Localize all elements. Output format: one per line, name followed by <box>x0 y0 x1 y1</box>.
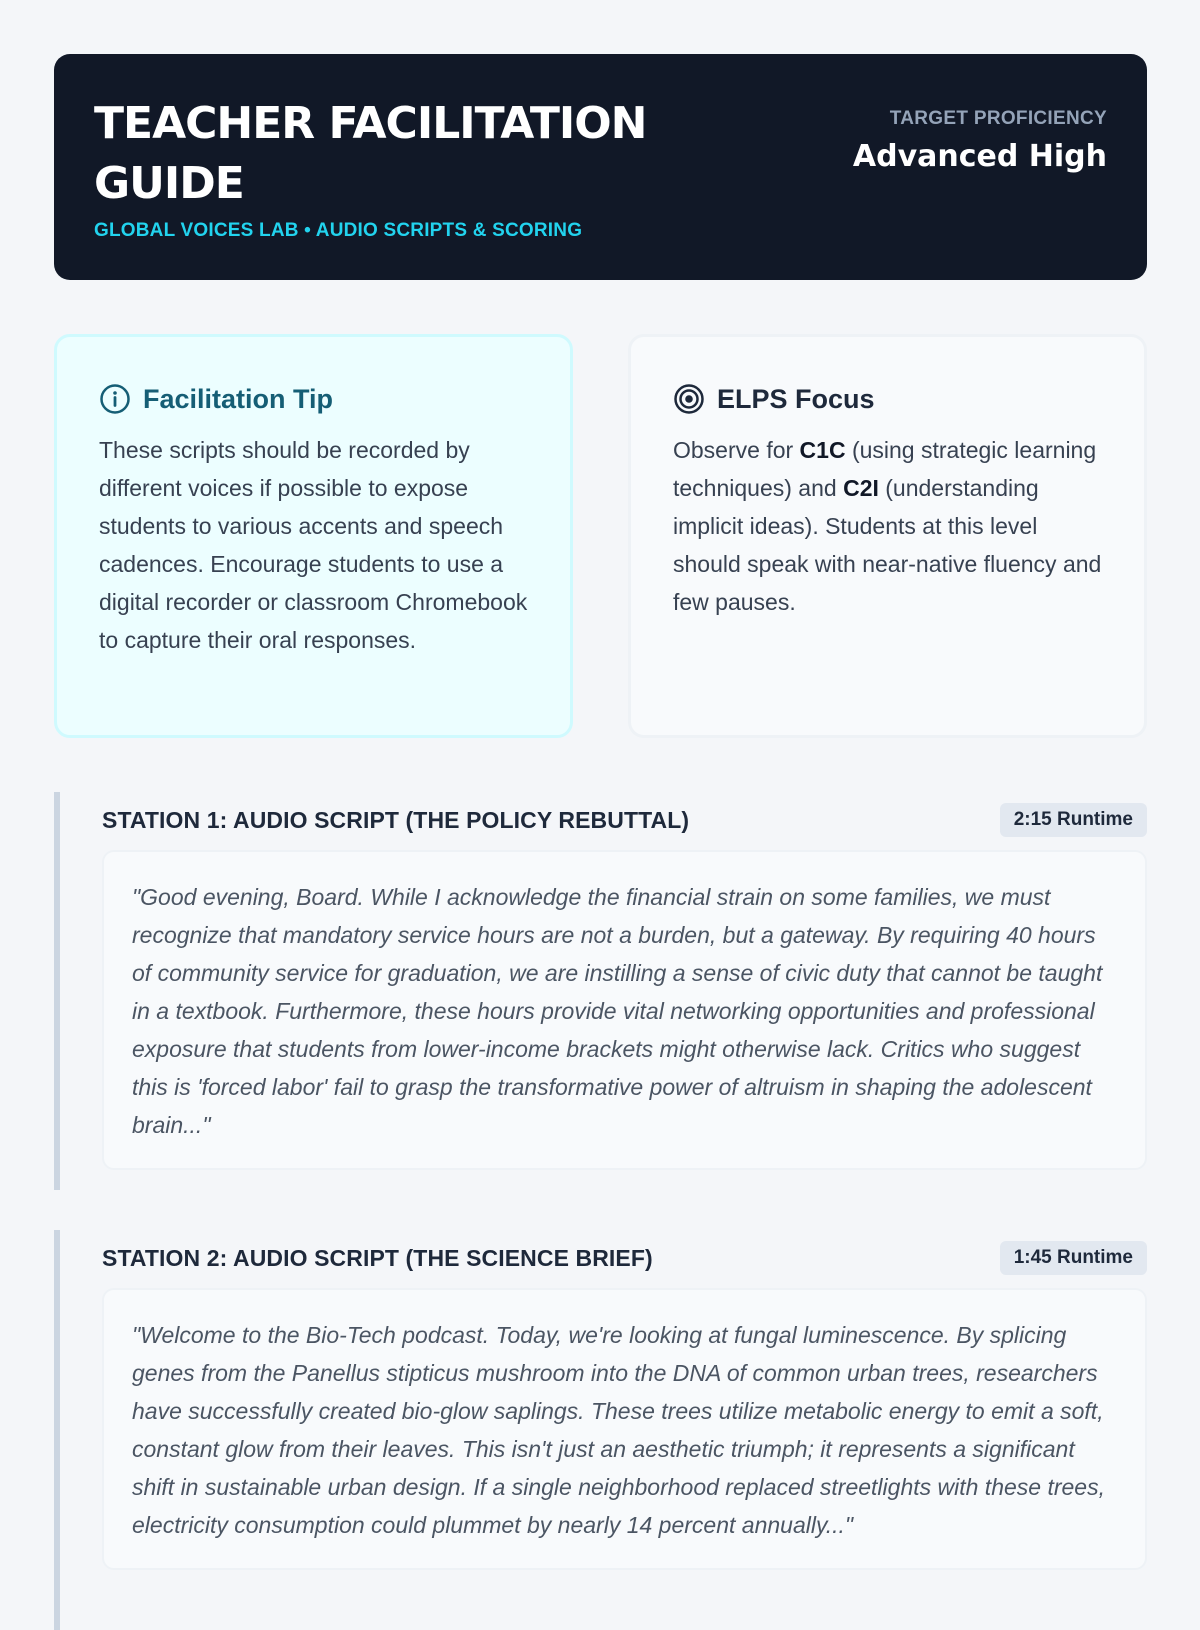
page-header <box>54 54 1147 280</box>
elps-code: C1C <box>799 437 846 463</box>
page-subtitle: GLOBAL VOICES LAB • AUDIO SCRIPTS & SCORING <box>94 220 583 241</box>
body-text: (using strategic learning techniques) and <box>673 437 1097 501</box>
card-title: ELPS Focus <box>717 383 875 414</box>
body-text: (understanding implicit ideas). Students at this level should speak with near-native fluency and few pauses. <box>673 475 1102 615</box>
station-1 <box>54 792 1147 1190</box>
page-title: TEACHER FACILITATION GUIDE <box>94 98 647 209</box>
station-2 <box>54 1230 1147 1630</box>
runtime-badge: 1:45 Runtime <box>1000 1241 1147 1275</box>
station-header <box>102 792 1147 838</box>
info-icon <box>99 383 131 415</box>
card-header <box>99 381 530 417</box>
card-body: These scripts should be recorded by different voices if possible to expose students to various accents and speech cadences. Encourage students to use a digital recorder or classroom Chromebook to capture their oral responses. <box>99 437 528 653</box>
card-body <box>673 431 1104 621</box>
card-header <box>673 381 1104 417</box>
audio-script: "Welcome to the Bio-Tech podcast. Today, we're looking at fungal luminescence. By splicing genes from the Panellus stipticus mushroom into the DNA of common urban trees, researchers have successfully created bio-glow saplings. These trees utilize metabolic energy to emit a soft, constant glow from their leaves. This isn't just an aesthetic triumph; it represents a significant shift in sustainable urban design. If a single neighborhood replaced streetlights with these trees, electricity consumption could plummet by nearly 14 percent annually..." <box>102 1288 1147 1570</box>
proficiency-label: TARGET PROFICIENCY <box>889 108 1107 129</box>
card-title: Facilitation Tip <box>143 383 334 414</box>
elps-focus-card <box>628 334 1147 738</box>
elps-code: C2I <box>843 475 879 501</box>
audio-script: "Good evening, Board. While I acknowledge the financial strain on some families, we must recognize that mandatory service hours are not a burden, but a gateway. By requiring 40 hours of community service for graduation, we are instilling a sense of civic duty that cannot be taught in a textbook. Furthermore, these hours provide vital networking opportunities and professional exposure that students from lower-income brackets might otherwise lack. Critics who suggest this is 'forced labor' fail to grasp the transformative power of altruism in shaping the adolescent brain..." <box>102 850 1147 1170</box>
facilitation-tip-card <box>54 334 573 738</box>
info-cards <box>54 334 1147 738</box>
runtime-badge: 2:15 Runtime <box>1000 803 1147 837</box>
proficiency-value: Advanced High <box>852 139 1107 174</box>
station-header <box>102 1230 1147 1276</box>
target-icon <box>673 383 705 415</box>
station-title: STATION 1: AUDIO SCRIPT (THE POLICY REBUTTAL) <box>102 806 690 833</box>
station-title: STATION 2: AUDIO SCRIPT (THE SCIENCE BRIEF) <box>102 1244 653 1271</box>
header-title-block <box>94 94 734 242</box>
body-text: Observe for <box>673 437 800 463</box>
guide-page <box>54 54 1147 1630</box>
proficiency-block <box>847 94 1107 180</box>
